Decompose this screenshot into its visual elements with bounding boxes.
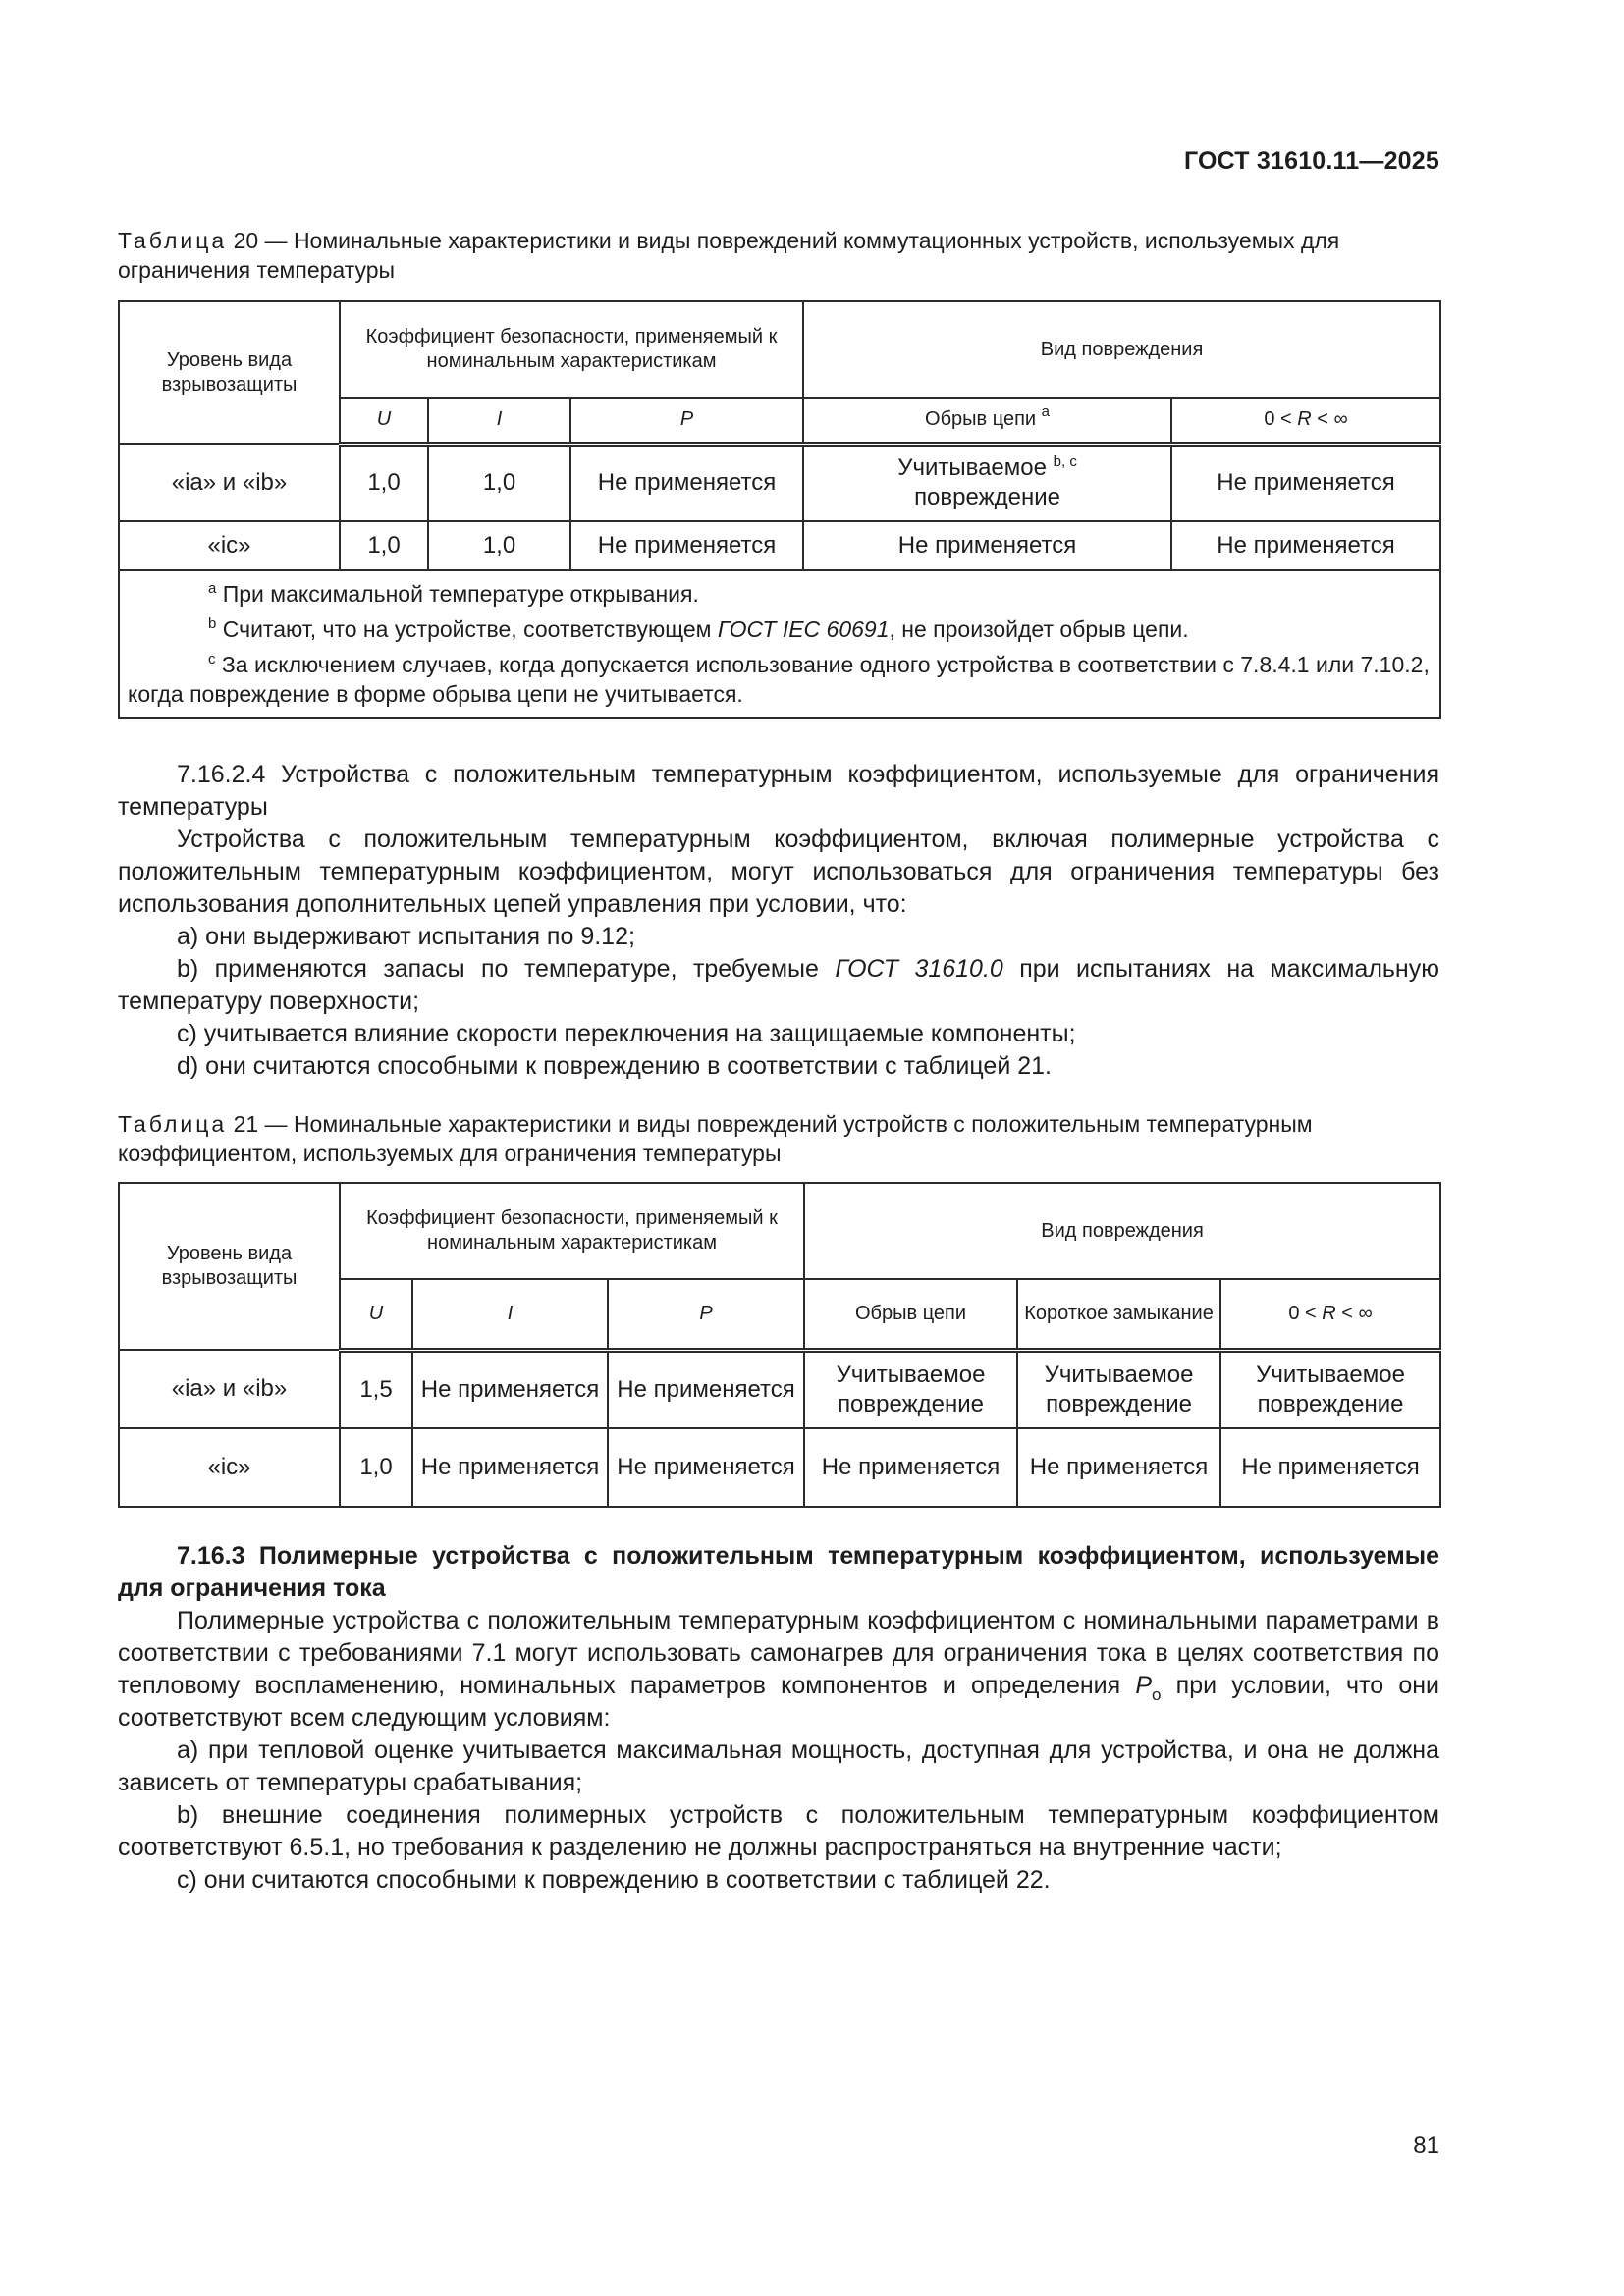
table-20: [118, 300, 1441, 719]
header-damage-type: Вид повреждения: [803, 301, 1440, 398]
cell-level: «ic»: [119, 521, 340, 570]
header-i: I: [412, 1279, 608, 1350]
cell-p: Не применяется: [608, 1350, 804, 1428]
section-heading: 7.16.3 Полимерные устройства с положительным температурным коэффициентом, используемые для ограничения тока: [118, 1542, 1439, 1602]
table-20-footnotes: [119, 570, 1440, 718]
cell-u: 1,0: [340, 444, 428, 521]
cell-u: 1,5: [340, 1350, 412, 1428]
table-21-caption-text: 21 — Номинальные характеристики и виды повреждений устройств с положительным температурным коэффициентом, используемых для ограничения температуры: [118, 1111, 1313, 1166]
header-level: Уровень вида взрывозащиты: [119, 1183, 340, 1350]
footnote-b: $^b$ Считают, что на устройстве, соответствующем ГОСТ IEC 60691, не произойдет обрыв цепи.: [208, 615, 1189, 642]
cell-i: Не применяется: [412, 1350, 608, 1428]
list-item-d: d) они считаются способными к повреждению в соответствии с таблицей 21.: [177, 1052, 1053, 1080]
section-7-16-2-4: [118, 759, 1439, 1083]
section-7-16-3: [118, 1540, 1439, 1896]
table-row: [119, 444, 1440, 521]
cell-i: Не применяется: [412, 1428, 608, 1507]
cell-i: 1,0: [428, 444, 570, 521]
cell-resistance: Не применяется: [1171, 521, 1440, 570]
list-item-b: b) внешние соединения полимерных устройств с положительным температурным коэффициентом соответствуют 6.5.1, но требования к разделению не должны распространяться на внутренние части;: [118, 1801, 1439, 1861]
page-number: 81: [1413, 2132, 1439, 2159]
header-safety-factor: Коэффициент безопасности, применяемый к номинальным характеристикам: [340, 1183, 804, 1279]
cell-p: Не применяется: [570, 444, 803, 521]
table-row: [119, 1350, 1440, 1428]
table-21-caption: [118, 1109, 1439, 1168]
list-item-a: a) они выдерживают испытания по 9.12;: [177, 923, 635, 950]
header-damage-type: Вид повреждения: [804, 1183, 1440, 1279]
list-item-b: b) применяются запасы по температуре, требуемые ГОСТ 31610.0 при испытаниях на максимальную температуру поверхности;: [118, 955, 1439, 1015]
list-item-c: c) учитывается влияние скорости переключения на защищаемые компоненты;: [177, 1020, 1076, 1047]
cell-short-circuit: Учитываемое повреждение: [1017, 1350, 1220, 1428]
paragraph: Полимерные устройства с положительным температурным коэффициентом с номинальными параметрами в соответствии с требованиями 7.1 могут использовать самонагрев для ограничения тока в целях соответствия по тепловому воспламенению, номинальных параметров компонентов и определения $P_o$ при условии, что они соответствуют всем следующим условиям:: [118, 1607, 1439, 1732]
list-item-a: a) при тепловой оценке учитывается максимальная мощность, доступная для устройства, и она не должна зависеть от температуры срабатывания;: [118, 1736, 1439, 1796]
header-resistance-range: 0 < R < ∞: [1220, 1279, 1440, 1350]
cell-level: «ia» и «ib»: [119, 444, 340, 521]
table-row: [119, 521, 1440, 570]
header-p: P: [570, 398, 803, 444]
section-heading: 7.16.2.4 Устройства с положительным температурным коэффициентом, используемые для ограничения температуры: [118, 761, 1439, 821]
table-row: [119, 1428, 1440, 1507]
cell-p: Не применяется: [570, 521, 803, 570]
table-20-caption: [118, 226, 1439, 285]
header-i: I: [428, 398, 570, 444]
cell-u: 1,0: [340, 1428, 412, 1507]
header-level: Уровень вида взрывозащиты: [119, 301, 340, 444]
list-item-c: c) они считаются способными к повреждению в соответствии с таблицей 22.: [177, 1866, 1051, 1894]
cell-p: Не применяется: [608, 1428, 804, 1507]
header-open-circuit: Обрыв цепи: [804, 1279, 1017, 1350]
table-20-caption-label: Таблица: [118, 228, 228, 253]
header-open-circuit: Обрыв цепи $^a$: [803, 398, 1171, 444]
cell-i: 1,0: [428, 521, 570, 570]
header-p: P: [608, 1279, 804, 1350]
table-21-caption-label: Таблица: [118, 1111, 228, 1137]
footnote-a: $^a$ При максимальной температуре открывания.: [208, 580, 699, 607]
cell-open-circuit: Учитываемое повреждение: [804, 1350, 1017, 1428]
cell-open-circuit: Не применяется: [804, 1428, 1017, 1507]
cell-short-circuit: Не применяется: [1017, 1428, 1220, 1507]
paragraph: Устройства с положительным температурным коэффициентом, включая полимерные устройства с положительным температурным коэффициентом, могут использоваться для ограничения температуры без использования дополнительных цепей управления при условии, что:: [118, 826, 1439, 918]
document-page: [118, 0, 1439, 2296]
header-short-circuit: Короткое замыкание: [1017, 1279, 1220, 1350]
header-resistance-range: 0 < R < ∞: [1171, 398, 1440, 444]
header-u: U: [340, 398, 428, 444]
cell-resistance: Учитываемое повреждение: [1220, 1350, 1440, 1428]
cell-level: «ic»: [119, 1428, 340, 1507]
cell-open-circuit: Учитываемое $^{b, c}$ повреждение: [803, 444, 1171, 521]
cell-u: 1,0: [340, 521, 428, 570]
cell-resistance: Не применяется: [1171, 444, 1440, 521]
cell-level: «ia» и «ib»: [119, 1350, 340, 1428]
cell-resistance: Не применяется: [1220, 1428, 1440, 1507]
table-21: [118, 1182, 1441, 1508]
document-id: ГОСТ 31610.11—2025: [1183, 147, 1439, 175]
footnote-c: $^c$ За исключением случаев, когда допускается использование одного устройства в соответствии с 7.8.4.1 или 7.10.2, когда повреждение в форме обрыва цепи не учитывается.: [128, 651, 1430, 707]
table-20-caption-text: 20 — Номинальные характеристики и виды повреждений коммутационных устройств, используемых для ограничения температуры: [118, 228, 1340, 283]
header-safety-factor: Коэффициент безопасности, применяемый к номинальным характеристикам: [340, 301, 803, 398]
header-u: U: [340, 1279, 412, 1350]
cell-open-circuit: Не применяется: [803, 521, 1171, 570]
